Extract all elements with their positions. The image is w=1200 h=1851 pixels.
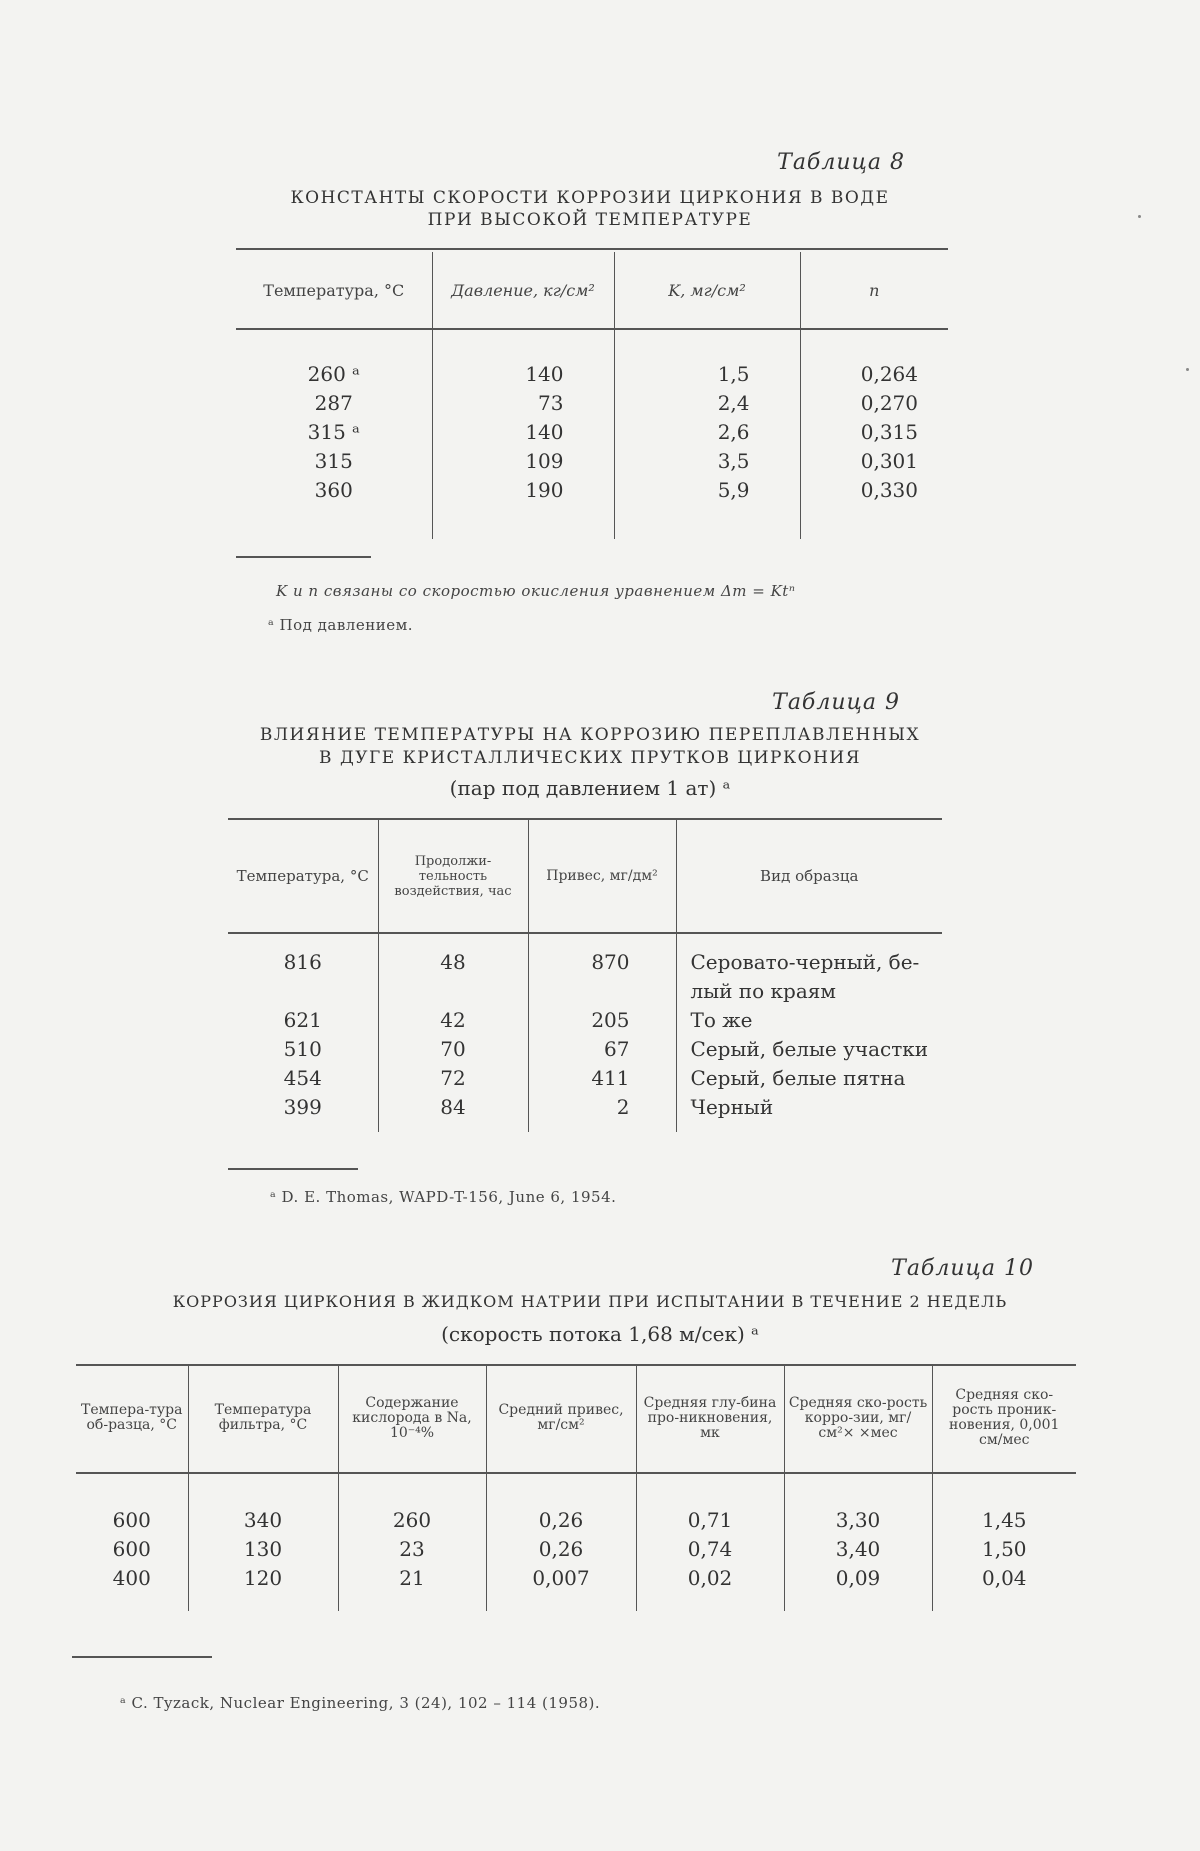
table9-subtitle: (пар под давлением 1 ат) ᵃ (449, 776, 731, 800)
table10-cell: 0,71 (636, 1506, 784, 1535)
table9-header: Продолжи-тельность воздействия, час (378, 820, 528, 932)
table-row (228, 1035, 942, 1064)
table10-cell: 0,02 (636, 1564, 784, 1593)
table-row (228, 1064, 942, 1093)
table9-header: Температура, °C (236, 866, 369, 885)
table-row (228, 1006, 942, 1035)
table8-header-row (236, 252, 948, 328)
table8-cell: 190 (432, 476, 614, 505)
table9-cell: 816 (283, 950, 322, 974)
table10-cell: 0,007 (486, 1564, 636, 1593)
table10-cell: 120 (188, 1564, 338, 1593)
scan-speck (1138, 215, 1141, 218)
table9-cell: Серый, белые участки (676, 1035, 942, 1064)
table8-cell: 140 (432, 360, 614, 389)
table8-cell: 1,5 (614, 360, 800, 389)
table10-number: Таблица 10 (891, 1256, 1034, 1281)
table9-cell: 399 (283, 1095, 322, 1119)
table8-cell: 3,5 (614, 447, 800, 476)
table-row (236, 360, 948, 389)
table9-header: Привес, мг/дм² (528, 820, 676, 932)
table10-cell: 0,26 (486, 1506, 636, 1535)
table8-cell: 287 (314, 391, 353, 415)
table10-cell: 600 (112, 1537, 151, 1561)
table8-top-rule (236, 248, 948, 250)
table10-bottom-rule (72, 1656, 212, 1658)
table-row (236, 476, 948, 505)
table9-cell: Серовато-черный, бе-лый по краям (676, 948, 942, 1006)
table-row (236, 389, 948, 418)
table10-cell: 23 (338, 1535, 486, 1564)
table10 (76, 1366, 1076, 1611)
table10-cell: 0,04 (932, 1564, 1076, 1593)
table10-header-rule (76, 1472, 1076, 1474)
table8-bottom-rule (236, 556, 371, 558)
table8-cell: 315 ᵃ (307, 420, 360, 444)
table10-cell: 0,26 (486, 1535, 636, 1564)
table9-cell: 621 (283, 1008, 322, 1032)
table9-cell: 870 (528, 948, 676, 1006)
table-row (76, 1564, 1076, 1593)
table8-cell: 360 (314, 478, 353, 502)
table8-title-line1: КОНСТАНТЫ СКОРОСТИ КОРРОЗИИ ЦИРКОНИЯ В ВОДЕ (290, 188, 890, 208)
table10-cell: 1,50 (932, 1535, 1076, 1564)
table8-cell: 5,9 (614, 476, 800, 505)
table-row (228, 948, 942, 1006)
table9-cell: 454 (283, 1066, 322, 1090)
table-row (236, 447, 948, 476)
table8-header: K, мг/см² (614, 252, 800, 328)
table9-cell: То же (676, 1006, 942, 1035)
table9-cell: Черный (676, 1093, 942, 1122)
table10-header: Средняя глу-бина про-никновения, мк (636, 1366, 784, 1470)
table-row (76, 1535, 1076, 1564)
table9-cell: 48 (378, 948, 528, 1006)
scan-speck (1186, 368, 1189, 371)
table8-header: Температура, °C (263, 280, 405, 300)
table9-footnote: ᵃ D. E. Thomas, WAPD-T-156, June 6, 1954. (270, 1188, 617, 1206)
table10-header: Средняя ско-рость корро-зии, мг/см²× ×мес (784, 1366, 932, 1470)
table8-cell: 73 (432, 389, 614, 418)
table8-cell: 0,264 (800, 360, 948, 389)
table8 (236, 252, 948, 539)
table9-header: Вид образца (676, 820, 942, 932)
table10-cell: 340 (188, 1506, 338, 1535)
table8-cell: 260 ᵃ (307, 362, 360, 386)
table-row (76, 1506, 1076, 1535)
table10-cell: 400 (112, 1566, 151, 1590)
table10-cell: 21 (338, 1564, 486, 1593)
table10-cell: 0,09 (784, 1564, 932, 1593)
table9-cell: 2 (528, 1093, 676, 1122)
table10-header: Средний привес, мг/см² (486, 1366, 636, 1470)
table9-cell: 70 (378, 1035, 528, 1064)
table-row (236, 418, 948, 447)
table8-note: K и n связаны со скоростью окисления уравнением Δm = Ktⁿ (276, 582, 796, 600)
table10-header-row (76, 1366, 1076, 1470)
table8-cell: 2,4 (614, 389, 800, 418)
table8-cell: 2,6 (614, 418, 800, 447)
table10-cell: 3,30 (784, 1506, 932, 1535)
table10-cell: 3,40 (784, 1535, 932, 1564)
table10-title: КОРРОЗИЯ ЦИРКОНИЯ В ЖИДКОМ НАТРИИ ПРИ ИСПЫТАНИИ В ТЕЧЕНИЕ 2 НЕДЕЛЬ (172, 1292, 1008, 1311)
table10-cell: 260 (338, 1506, 486, 1535)
table10-header: Температура фильтра, °C (188, 1366, 338, 1470)
table10-header: Средняя ско-рость проник-новения, 0,001 см/мес (932, 1366, 1076, 1470)
table9-cell: 510 (283, 1037, 322, 1061)
table8-number: Таблица 8 (777, 150, 905, 175)
table10-cell: 0,74 (636, 1535, 784, 1564)
table10-header: Содержание кислорода в Na, 10⁻⁴% (338, 1366, 486, 1470)
table10-cell: 600 (112, 1508, 151, 1532)
table9-header-rule (228, 932, 942, 934)
table9-cell: 42 (378, 1006, 528, 1035)
table9-title-line2: В ДУГЕ КРИСТАЛЛИЧЕСКИХ ПРУТКОВ ЦИРКОНИЯ (319, 748, 861, 768)
table10-cell: 130 (188, 1535, 338, 1564)
table8-cell: 109 (432, 447, 614, 476)
table9-cell: 205 (528, 1006, 676, 1035)
table8-cell: 315 (314, 449, 353, 473)
table10-cell: 1,45 (932, 1506, 1076, 1535)
table8-cell: 0,270 (800, 389, 948, 418)
table9-cell: Серый, белые пятна (676, 1064, 942, 1093)
table9-header-row (228, 820, 942, 932)
table9-cell: 411 (528, 1064, 676, 1093)
table8-cell: 140 (432, 418, 614, 447)
table8-footnote: ᵃ Под давлением. (268, 616, 414, 634)
table9-cell: 84 (378, 1093, 528, 1122)
table8-cell: 0,315 (800, 418, 948, 447)
table8-cell: 0,330 (800, 476, 948, 505)
table9-cell: 72 (378, 1064, 528, 1093)
table-row (228, 1093, 942, 1122)
table10-header: Темпера-тура об-разца, °C (81, 1402, 183, 1433)
table8-header-rule (236, 328, 948, 330)
table9-title-line1: ВЛИЯНИЕ ТЕМПЕРАТУРЫ НА КОРРОЗИЮ ПЕРЕПЛАВЛЕННЫХ (259, 725, 921, 745)
table8-header: Давление, кг/см² (432, 252, 614, 328)
table9-bottom-rule (228, 1168, 358, 1170)
table9 (228, 820, 942, 1132)
table8-cell: 0,301 (800, 447, 948, 476)
table9-cell: 67 (528, 1035, 676, 1064)
table9-number: Таблица 9 (772, 690, 900, 715)
table8-header: n (800, 252, 948, 328)
table8-title-line2: ПРИ ВЫСОКОЙ ТЕМПЕРАТУРЕ (427, 210, 753, 230)
table10-subtitle: (скорость потока 1,68 м/сек) ᵃ (441, 1322, 759, 1346)
table10-footnote: ᵃ C. Tyzack, Nuclear Engineering, 3 (24), 102 – 114 (1958). (120, 1694, 601, 1712)
